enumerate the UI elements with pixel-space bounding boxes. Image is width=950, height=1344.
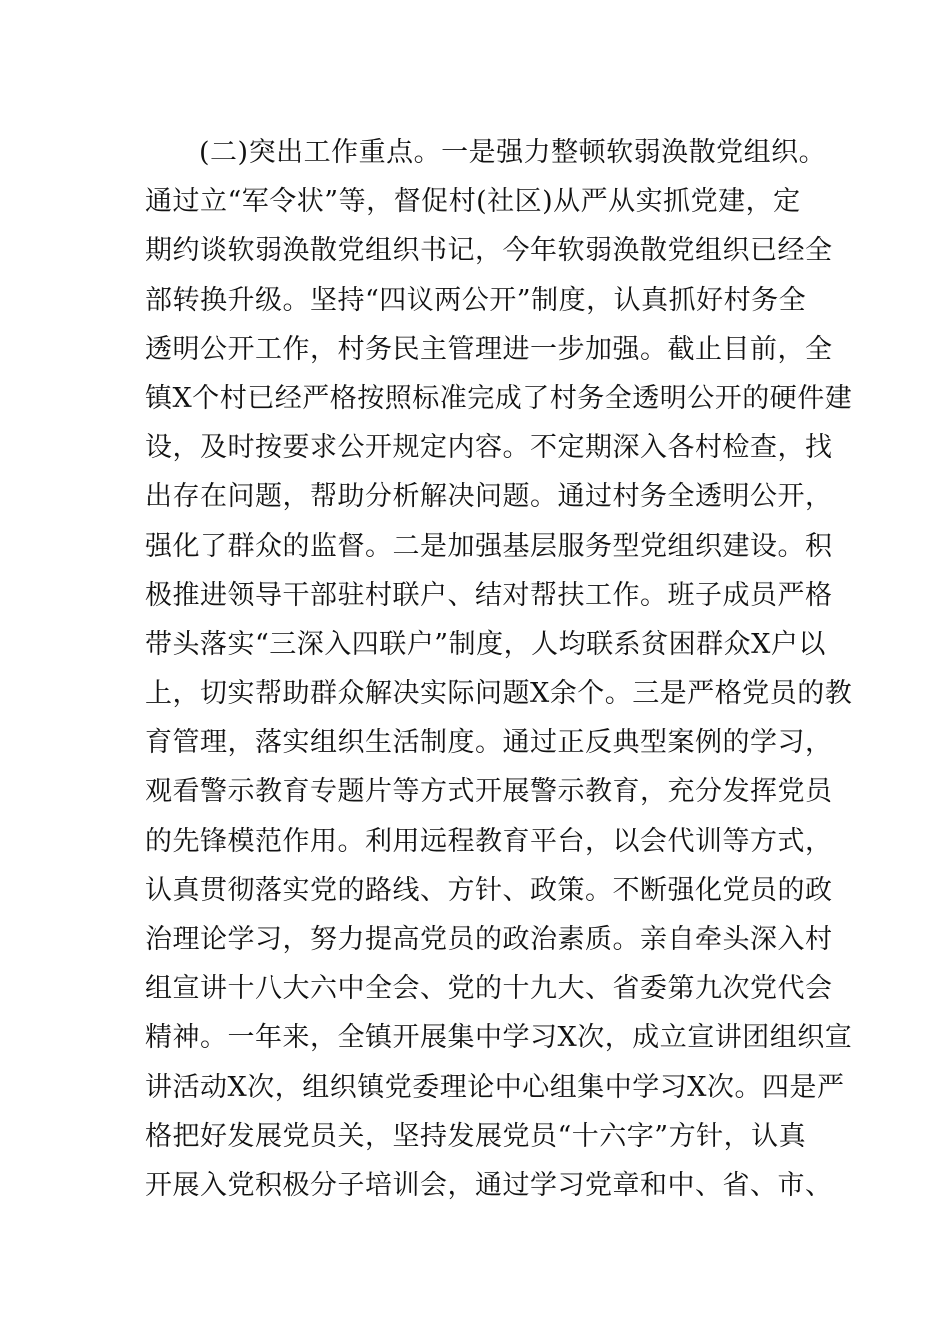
paragraph-line: 出存在问题，帮助分析解决问题。通过村务全透明公开， — [145, 481, 833, 513]
paragraph-line: 期约谈软弱涣散党组织书记，今年软弱涣散党组织已经全 — [145, 235, 833, 267]
paragraph-line: 带头落实“三深入四联户”制度，人均联系贫困群众X户以 — [145, 628, 826, 660]
paragraph-line: (二)突出工作重点。一是强力整顿软弱涣散党组织。 — [199, 137, 827, 168]
paragraph-line: 观看警示教育专题片等方式开展警示教育，充分发挥党员 — [145, 776, 833, 808]
paragraph-line: 设，及时按要求公开规定内容。不定期深入各村检查，找 — [145, 432, 833, 464]
paragraph-line: 格把好发展党员关，坚持发展党员“十六字”方针，认真 — [145, 1120, 807, 1152]
paragraph-line: 极推进领导干部驻村联户、结对帮扶工作。班子成员严格 — [145, 579, 833, 611]
paragraph-line: 精神。一年来，全镇开展集中学习X次，成立宣讲团组织宣 — [145, 1022, 853, 1054]
paragraph-line: 育管理，落实组织生活制度。通过正反典型案例的学习， — [145, 727, 833, 759]
paragraph-line: 通过立“军令状”等，督促村(社区)从严从实抓党建，定 — [145, 186, 801, 218]
paragraph-line: 治理论学习，努力提高党员的政治素质。亲自牵头深入村 — [145, 924, 833, 955]
paragraph-line: 开展入党积极分子培训会，通过学习党章和中、省、市、 — [145, 1169, 833, 1201]
paragraph-line: 部转换升级。坚持“四议两公开”制度，认真抓好村务全 — [145, 284, 807, 316]
body-text — [145, 128, 853, 1210]
paragraph-line: 讲活动X次，组织镇党委理论中心组集中学习X次。四是严 — [145, 1071, 845, 1103]
paragraph-line: 透明公开工作，村务民主管理进一步加强。截止目前，全 — [145, 333, 833, 365]
paragraph-line: 强化了群众的监督。二是加强基层服务型党组织建设。积 — [145, 530, 833, 562]
paragraph-line: 镇X个村已经严格按照标准完成了村务全透明公开的硬件建 — [145, 382, 853, 414]
paragraph-line: 的先锋模范作用。利用远程教育平台，以会代训等方式， — [145, 825, 833, 857]
paragraph-line: 组宣讲十八大六中全会、党的十九大、省委第九次党代会 — [145, 973, 833, 1005]
paragraph-line: 上，切实帮助群众解决实际问题X余个。三是严格党员的教 — [145, 678, 853, 710]
paragraph-line: 认真贯彻落实党的路线、方针、政策。不断强化党员的政 — [145, 874, 833, 906]
